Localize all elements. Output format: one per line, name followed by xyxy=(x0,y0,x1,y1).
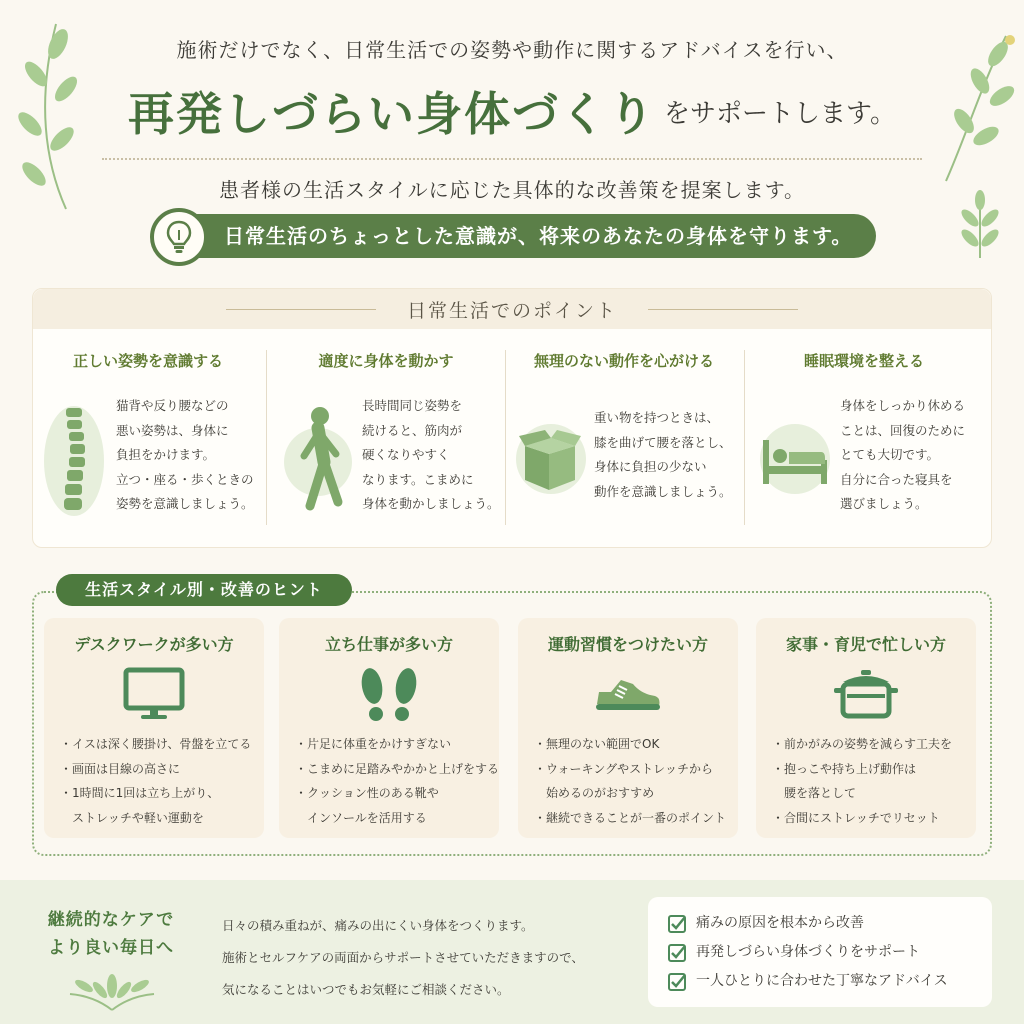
column-divider xyxy=(744,350,745,525)
point-title: 無理のない動作を心がける xyxy=(533,352,714,370)
monitor-icon xyxy=(44,666,264,722)
tip-list xyxy=(534,732,726,830)
tip-title: デスクワークが多い方 xyxy=(74,635,234,654)
tip-title: 立ち仕事が多い方 xyxy=(324,635,453,654)
intro-text: 施術だけでなく、日常生活での姿勢や動作に関するアドバイスを行い、 xyxy=(176,38,848,62)
tagline-banner: 日常生活のちょっとした意識が、将来のあなたの身体を守ります。 xyxy=(160,214,876,258)
leaf-sprig-icon xyxy=(64,966,160,1012)
point-title: 正しい姿勢を意識する xyxy=(72,352,223,370)
box-icon xyxy=(514,402,586,520)
column-divider xyxy=(266,350,267,525)
list-item: ・ 無理のない範囲でOK xyxy=(534,732,726,757)
list-item: ・ 合間にストレッチでリセット xyxy=(772,806,952,831)
list-item: 始めるのがおすすめ xyxy=(546,786,655,800)
tip-list xyxy=(295,732,499,830)
checklist xyxy=(668,909,948,996)
tip-list xyxy=(772,732,952,830)
checkbox-icon xyxy=(668,915,686,933)
checkbox-icon xyxy=(668,973,686,991)
headline-suffix: をサポートします。 xyxy=(664,98,896,129)
list-item: ・ 抱っこや持ち上げ動作は xyxy=(772,757,952,782)
point-posture xyxy=(30,340,266,530)
tip-title: 運動習慣をつけたい方 xyxy=(547,635,708,654)
list-item: ・ 片足に体重をかけすぎない xyxy=(295,732,499,757)
tip-card-exercise xyxy=(518,618,738,838)
list-item: ストレッチや軽い運動を xyxy=(72,810,204,825)
point-motion xyxy=(506,340,742,530)
list-item: インソールを活用する xyxy=(307,810,427,825)
footer-title: 継続的なケアで より良い毎日へ xyxy=(47,910,175,958)
page-title xyxy=(0,78,1024,144)
headline-main: 再発しづらい身体づくり xyxy=(128,87,657,141)
cooking-pot-icon xyxy=(756,666,976,722)
list-item: ・ こまめに足踏みやかかと上げをする xyxy=(295,757,499,782)
point-description: 猫背や反り腰などの 悪い姿勢は、身体に 負担をかけます。 立つ・座る・歩くときの 姿勢を意識しましょう。 xyxy=(116,398,254,511)
point-title: 適度に身体を動かす xyxy=(318,352,454,370)
tips-title: 生活スタイル別・改善のヒント xyxy=(56,574,352,606)
list-item: ・ 画面は目線の高さに xyxy=(60,757,251,782)
points-title: 日常生活でのポイント xyxy=(406,300,617,322)
spine-icon xyxy=(42,402,106,520)
tip-title: 家事・育児で忙しい方 xyxy=(785,635,946,654)
point-movement xyxy=(268,340,504,530)
tip-card-standing-work xyxy=(279,618,499,838)
list-item: 痛みの原因を根本から改善 xyxy=(668,909,948,938)
tip-card-desk-work xyxy=(44,618,264,838)
point-title: 睡眠環境を整える xyxy=(803,352,924,370)
point-description: 長時間同じ姿勢を 続けると、筋肉が 硬くなりやすく なります。こまめに 身体を動かしましょう。 xyxy=(362,398,500,511)
list-item: ・ ウォーキングやストレッチから xyxy=(534,757,726,782)
footer-message: 日々の積み重ねが、痛みの出にくい身体をつくります。 施術とセルフケアの両面からサポートさせていただきますので、 気になることはいつでもお気軽にご相談ください。 xyxy=(222,918,584,997)
bed-icon xyxy=(756,402,834,520)
point-description: 重い物を持つときは、 膝を曲げて腰を落とし、 身体に負担の少ない 動作を意識しましょう。 xyxy=(594,410,732,499)
tip-list xyxy=(60,732,251,830)
lead-text: 患者様の生活スタイルに応じた具体的な改善策を提案します。 xyxy=(219,178,805,202)
list-item: ・ 前かがみの姿勢を減らす工夫を xyxy=(772,732,952,757)
divider xyxy=(102,158,922,160)
point-description: 身体をしっかり休める ことは、回復のために とても大切です。 自分に合った寝具を 選びましょう。 xyxy=(840,398,966,511)
list-item: 一人ひとりに合わせた丁寧なアドバイス xyxy=(668,967,948,996)
list-item: ・ クッション性のある靴や xyxy=(295,781,499,806)
sneaker-icon xyxy=(518,666,738,722)
checklist-box xyxy=(648,897,992,1007)
footprints-icon xyxy=(279,666,499,722)
point-sleep xyxy=(746,340,982,530)
list-item: 腰を落として xyxy=(784,786,857,800)
list-item: ・ 継続できることが一番のポイント xyxy=(534,806,726,831)
list-item: 再発しづらい身体づくりをサポート xyxy=(668,938,948,967)
tip-card-housework xyxy=(756,618,976,838)
list-item: ・ イスは深く腰掛け、骨盤を立てる xyxy=(60,732,251,757)
list-item: ・ 1時間に1回は立ち上がり、 xyxy=(60,781,251,806)
walking-person-icon xyxy=(282,402,354,520)
lightbulb-icon xyxy=(150,208,208,266)
checkbox-icon xyxy=(668,944,686,962)
